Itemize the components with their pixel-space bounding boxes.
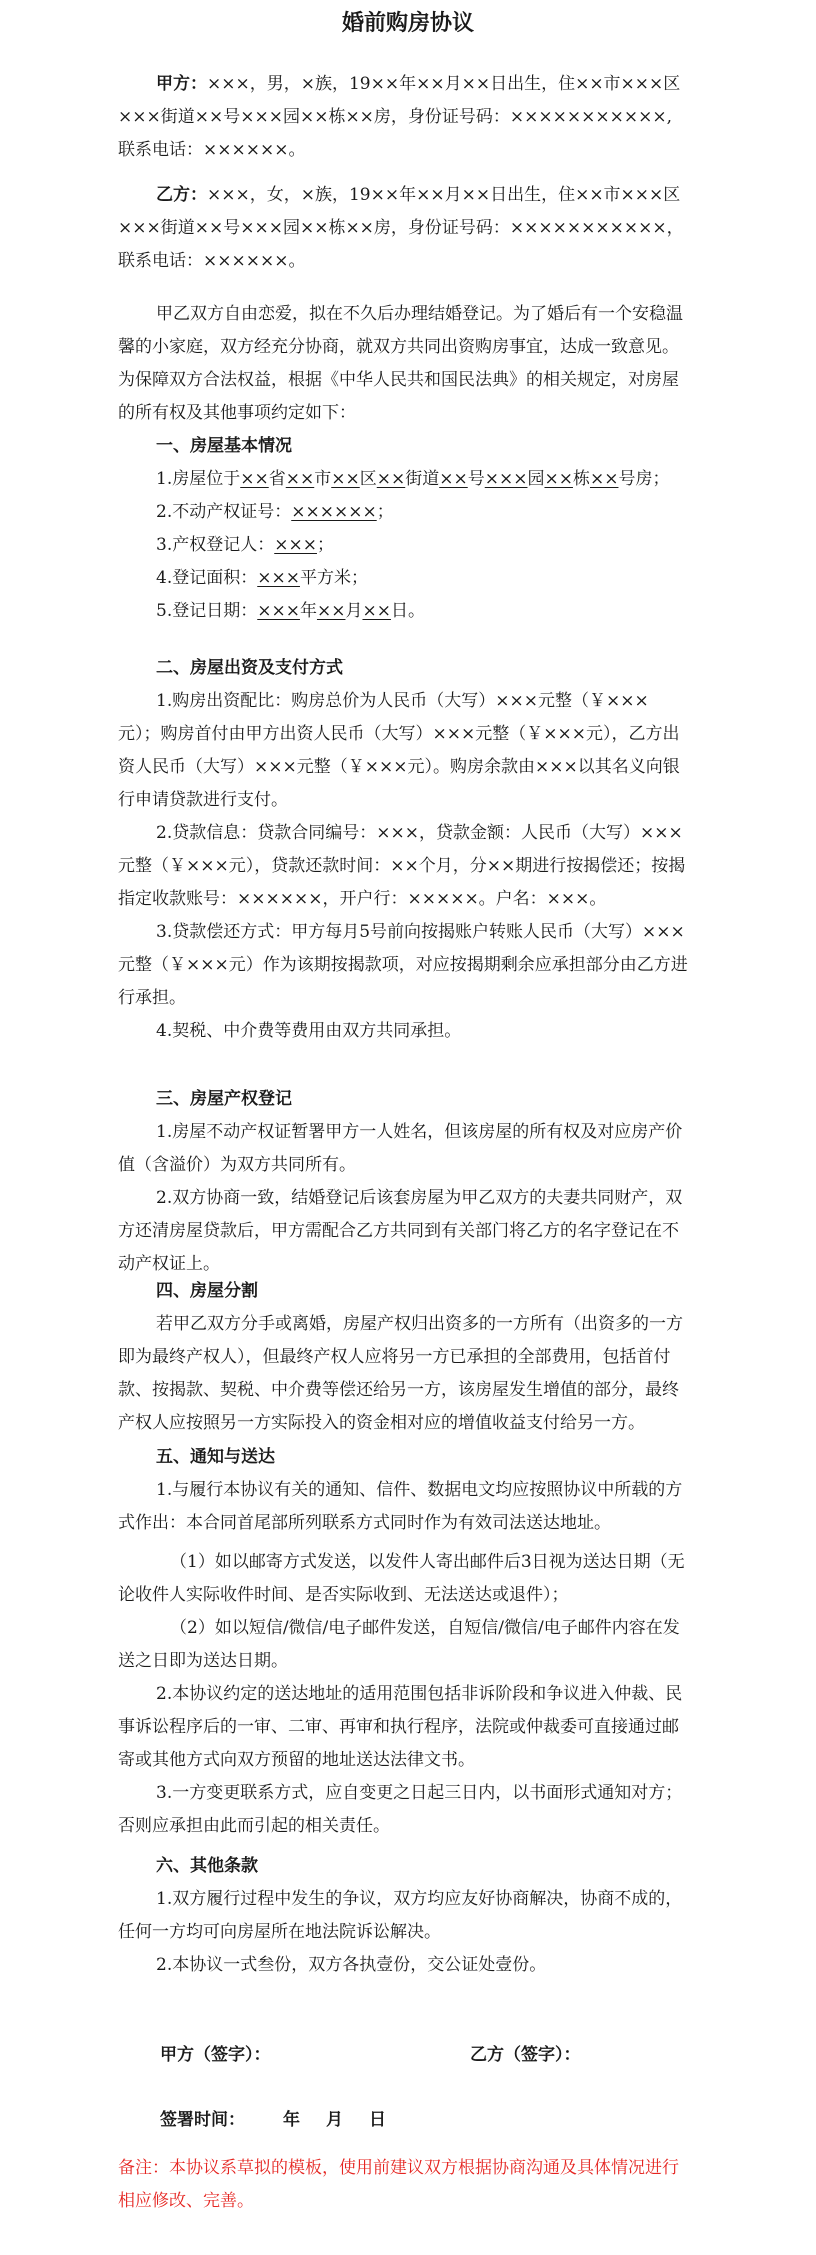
- text: ；: [376, 502, 394, 522]
- signature-row: [160, 2040, 720, 2065]
- blank: ××: [439, 469, 468, 489]
- blank: ×××: [484, 469, 528, 489]
- party-b-paragraph: [118, 179, 688, 278]
- intro-section: [118, 298, 688, 430]
- text: 区: [359, 469, 377, 489]
- sign-date-row: [160, 2105, 720, 2130]
- party-a-paragraph: [118, 68, 688, 167]
- section-payment: [118, 652, 688, 1048]
- party-a-signature-label: 甲方（签字）：: [160, 2045, 271, 2065]
- text: 市: [314, 469, 332, 489]
- blank: ××: [544, 469, 573, 489]
- blank: ××: [240, 469, 269, 489]
- registration-item-1: 1.房屋不动产权证暂署甲方一人姓名，但该房屋的所有权及对应房产价值（含溢价）为双方共同所有。: [118, 1122, 683, 1175]
- notice-item-1-electronic: （2）如以短信/微信/电子邮件发送，自短信/微信/电子邮件内容在发送之日即为送达日期。: [118, 1618, 680, 1671]
- section-6-heading: 六、其他条款: [156, 1856, 258, 1876]
- text: 3.产权登记人：: [156, 535, 275, 555]
- blank: ××: [362, 601, 391, 621]
- section-2-heading: 二、房屋出资及支付方式: [156, 658, 343, 678]
- notice-item-2: 2.本协议约定的送达地址的适用范围包括非诉阶段和争议进入仲裁、民事诉讼程序后的一审、二审、再审和执行程序，法院或仲裁委可直接通过邮寄或其他方式向双方预留的地址送达法律文书。: [118, 1684, 683, 1770]
- text: 2.不动产权证号：: [156, 502, 292, 522]
- text: 日。: [390, 601, 425, 621]
- blank: ××: [376, 469, 406, 489]
- text: 4.登记面积：: [156, 568, 258, 588]
- section-5-heading: 五、通知与送达: [156, 1447, 275, 1467]
- sign-date-label: 签署时间：: [160, 2110, 245, 2130]
- payment-ratio-item: 1.购房出资配比：购房总价为人民币（大写）×××元整（￥×××元）；购房首付由甲方出资人民币（大写）×××元整（￥×××元），乙方出资人民币（大写）×××元整（￥×××元）。购房余款由×××以其名义向银行申请贷款进行支付。: [118, 691, 680, 810]
- section-registration: [118, 1083, 688, 1281]
- party-b-label: 乙方：: [156, 185, 207, 205]
- blank: ×××: [257, 568, 300, 588]
- blank: ×××: [257, 601, 300, 621]
- text: 号: [467, 469, 485, 489]
- text: 月: [345, 601, 363, 621]
- section-notice: [118, 1441, 688, 1843]
- loan-info-item: 2.贷款信息：贷款合同编号：×××，贷款金额：人民币（大写）×××元整（￥×××元），贷款还款时间：××个月，分××期进行按揭偿还；按揭指定收款账号：××××××，开户行：×××××。户名：×××。: [118, 823, 686, 909]
- text: 年: [299, 601, 317, 621]
- section-3-heading: 三、房屋产权登记: [156, 1089, 292, 1109]
- blank: ×××: [274, 535, 317, 555]
- repayment-item: 3.贷款偿还方式：甲方每月5号前向按揭账户转账人民币（大写）×××元整（￥×××元）作为该期按揭款项，对应按揭期剩余应承担部分由乙方进行承担。: [118, 922, 688, 1008]
- party-a-text: ×××，男，×族，19××年××月××日出生，住××市×××区×××街道××号×××园××栋××房，身份证号码：×××××××××××,联系电话：××××××。: [118, 74, 681, 160]
- sign-day-label: 日: [369, 2110, 386, 2130]
- division-paragraph: 若甲乙双方分手或离婚，房屋产权归出资多的一方所有（出资多的一方即为最终产权人），但最终产权人应将另一方已承担的全部费用，包括首付款、按揭款、契税、中介费等偿还给另一方，该房屋发生增值的部分，最终产权人应按照另一方实际投入的资金相对应的增值收益支付给另一方。: [118, 1314, 683, 1433]
- section-other: [118, 1850, 688, 1982]
- party-a-label: 甲方：: [156, 74, 207, 94]
- other-item-2: 2.本协议一式叁份，双方各执壹份，交公证处壹份。: [156, 1955, 547, 1975]
- section-1-heading: 一、房屋基本情况: [156, 436, 292, 456]
- document-title: 婚前购房协议: [341, 11, 474, 36]
- sign-month-label: 月: [326, 2110, 343, 2130]
- blank: ××××××: [291, 502, 377, 522]
- notice-item-3: 3.一方变更联系方式，应自变更之日起三日内，以书面形式通知对方；否则应承担由此而引起的相关责任。: [118, 1783, 683, 1836]
- template-note: 备注：本协议系草拟的模板，使用前建议双方根据协商沟通及具体情况进行相应修改、完善。: [118, 2158, 679, 2211]
- sign-year-label: 年: [283, 2110, 300, 2130]
- registrant-item: [118, 529, 688, 562]
- notice-item-1: 1.与履行本协议有关的通知、信件、数据电文均应按照协议中所载的方式作出：本合同首尾部所列联系方式同时作为有效司法送达地址。: [118, 1480, 683, 1533]
- section-division: [118, 1275, 688, 1440]
- text: 园: [527, 469, 545, 489]
- text: 1.房屋位于: [156, 469, 241, 489]
- section-4-heading: 四、房屋分割: [156, 1281, 258, 1301]
- text: 栋: [572, 469, 590, 489]
- property-cert-item: [118, 496, 688, 529]
- section-house-info: [118, 430, 688, 628]
- text: 号房；: [618, 469, 670, 489]
- area-item: [118, 562, 688, 595]
- blank: ××: [331, 469, 360, 489]
- registration-item-2: 2.双方协商一致，结婚登记后该套房屋为甲乙双方的夫妻共同财产，双方还清房屋贷款后，甲方需配合乙方共同到有关部门将乙方的名字登记在不动产权证上。: [118, 1188, 683, 1274]
- text: ；: [316, 535, 334, 555]
- intro-paragraph: 甲乙双方自由恋爱，拟在不久后办理结婚登记。为了婚后有一个安稳温馨的小家庭，双方经充分协商，就双方共同出资购房事宜，达成一致意见。为保障双方合法权益，根据《中华人民共和国民法典》的相关规定，对房屋的所有权及其他事项约定如下：: [118, 304, 683, 423]
- blank: ××: [589, 469, 619, 489]
- blank: ××: [316, 601, 346, 621]
- house-location-item: [118, 463, 688, 496]
- text: 5.登记日期：: [156, 601, 258, 621]
- text: 平方米；: [299, 568, 368, 588]
- text: 街道: [405, 469, 440, 489]
- parties-section: [118, 68, 688, 278]
- notice-item-1-mail: （1）如以邮寄方式发送，以发件人寄出邮件后3日视为送达日期（无论收件人实际收件时间、是否实际收到、无法送达或退件）；: [118, 1552, 685, 1605]
- blank: ××: [285, 469, 315, 489]
- registration-date-item: [118, 595, 688, 628]
- text: 省: [268, 469, 286, 489]
- other-item-1: 1.双方履行过程中发生的争议，双方均应友好协商解决，协商不成的，任何一方均可向房屋所在地法院诉讼解决。: [118, 1889, 683, 1942]
- party-b-signature-label: 乙方（签字）：: [470, 2045, 581, 2065]
- fees-item: 4.契税、中介费等费用由双方共同承担。: [156, 1021, 462, 1041]
- party-b-text: ×××，女，×族，19××年××月××日出生，住××市×××区×××街道××号×××园××栋××房，身份证号码：×××××××××××，联系电话：××××××。: [118, 185, 684, 271]
